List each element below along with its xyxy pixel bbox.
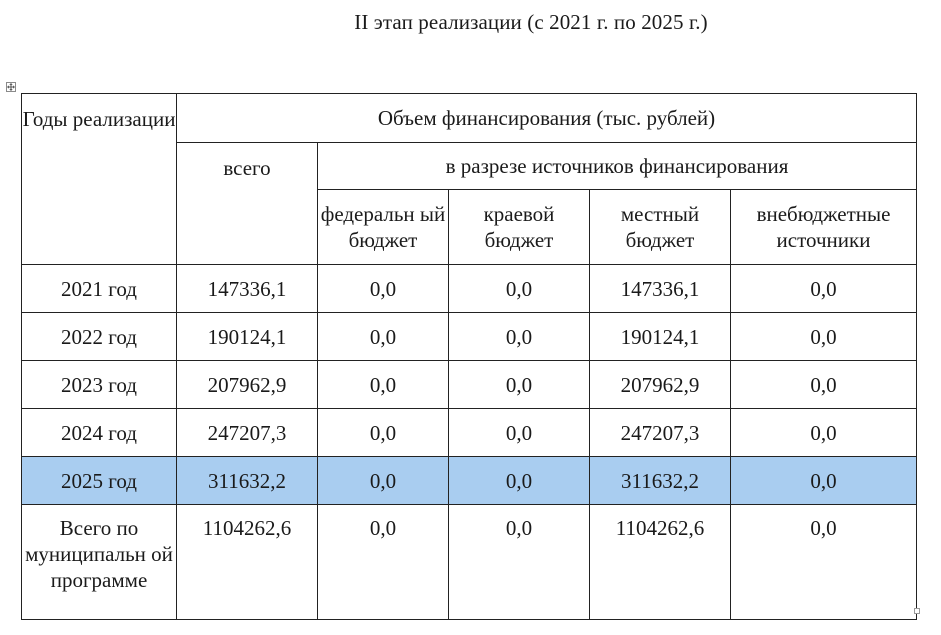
row-regional: 0,0 [449, 409, 590, 457]
financing-table [21, 93, 917, 620]
total-local: 1104262,6 [590, 505, 731, 620]
table-total-row [22, 505, 917, 620]
row-regional[interactable]: 0,0 [449, 457, 590, 505]
resize-handle-icon[interactable] [914, 608, 920, 614]
header-total: всего [177, 143, 318, 265]
header-federal: федеральн ый бюджет [318, 190, 449, 265]
row-local: 147336,1 [590, 265, 731, 313]
row-extra: 0,0 [731, 265, 917, 313]
header-funding: Объем финансирования (тыс. рублей) [177, 94, 917, 143]
row-extra: 0,0 [731, 409, 917, 457]
row-regional: 0,0 [449, 265, 590, 313]
row-federal: 0,0 [318, 313, 449, 361]
row-year: 2022 год [22, 313, 177, 361]
row-local[interactable]: 311632,2 [590, 457, 731, 505]
page-title: II этап реализации (с 2021 г. по 2025 г.) [354, 10, 708, 34]
row-local: 190124,1 [590, 313, 731, 361]
table-row [22, 361, 917, 409]
header-regional: краевой бюджет [449, 190, 590, 265]
row-federal[interactable]: 0,0 [318, 457, 449, 505]
row-total: 207962,9 [177, 361, 318, 409]
row-federal: 0,0 [318, 409, 449, 457]
row-extra[interactable]: 0,0 [731, 457, 917, 505]
total-extra: 0,0 [731, 505, 917, 620]
table-row [22, 265, 917, 313]
header-sources: в разрезе источников финансирования [318, 143, 917, 190]
row-total: 247207,3 [177, 409, 318, 457]
row-total[interactable]: 311632,2 [177, 457, 318, 505]
row-extra: 0,0 [731, 313, 917, 361]
row-year[interactable]: 2025 год [22, 457, 177, 505]
header-local: местный бюджет [590, 190, 731, 265]
row-federal: 0,0 [318, 265, 449, 313]
row-total: 190124,1 [177, 313, 318, 361]
total-regional: 0,0 [449, 505, 590, 620]
row-extra: 0,0 [731, 361, 917, 409]
move-cross-icon [7, 83, 15, 91]
row-year: 2024 год [22, 409, 177, 457]
row-local: 207962,9 [590, 361, 731, 409]
total-federal: 0,0 [318, 505, 449, 620]
row-year: 2021 год [22, 265, 177, 313]
header-extra: внебюджетные источники [731, 190, 917, 265]
table-move-handle[interactable] [6, 82, 16, 92]
row-regional: 0,0 [449, 361, 590, 409]
table-row-selected[interactable] [22, 457, 917, 505]
table-row [22, 409, 917, 457]
table-row [22, 313, 917, 361]
header-years: Годы реализации [22, 94, 177, 265]
row-total: 147336,1 [177, 265, 318, 313]
total-label: Всего по муниципальн ой программе [22, 505, 177, 620]
row-federal: 0,0 [318, 361, 449, 409]
row-regional: 0,0 [449, 313, 590, 361]
total-sum: 1104262,6 [177, 505, 318, 620]
row-year: 2023 год [22, 361, 177, 409]
row-local: 247207,3 [590, 409, 731, 457]
